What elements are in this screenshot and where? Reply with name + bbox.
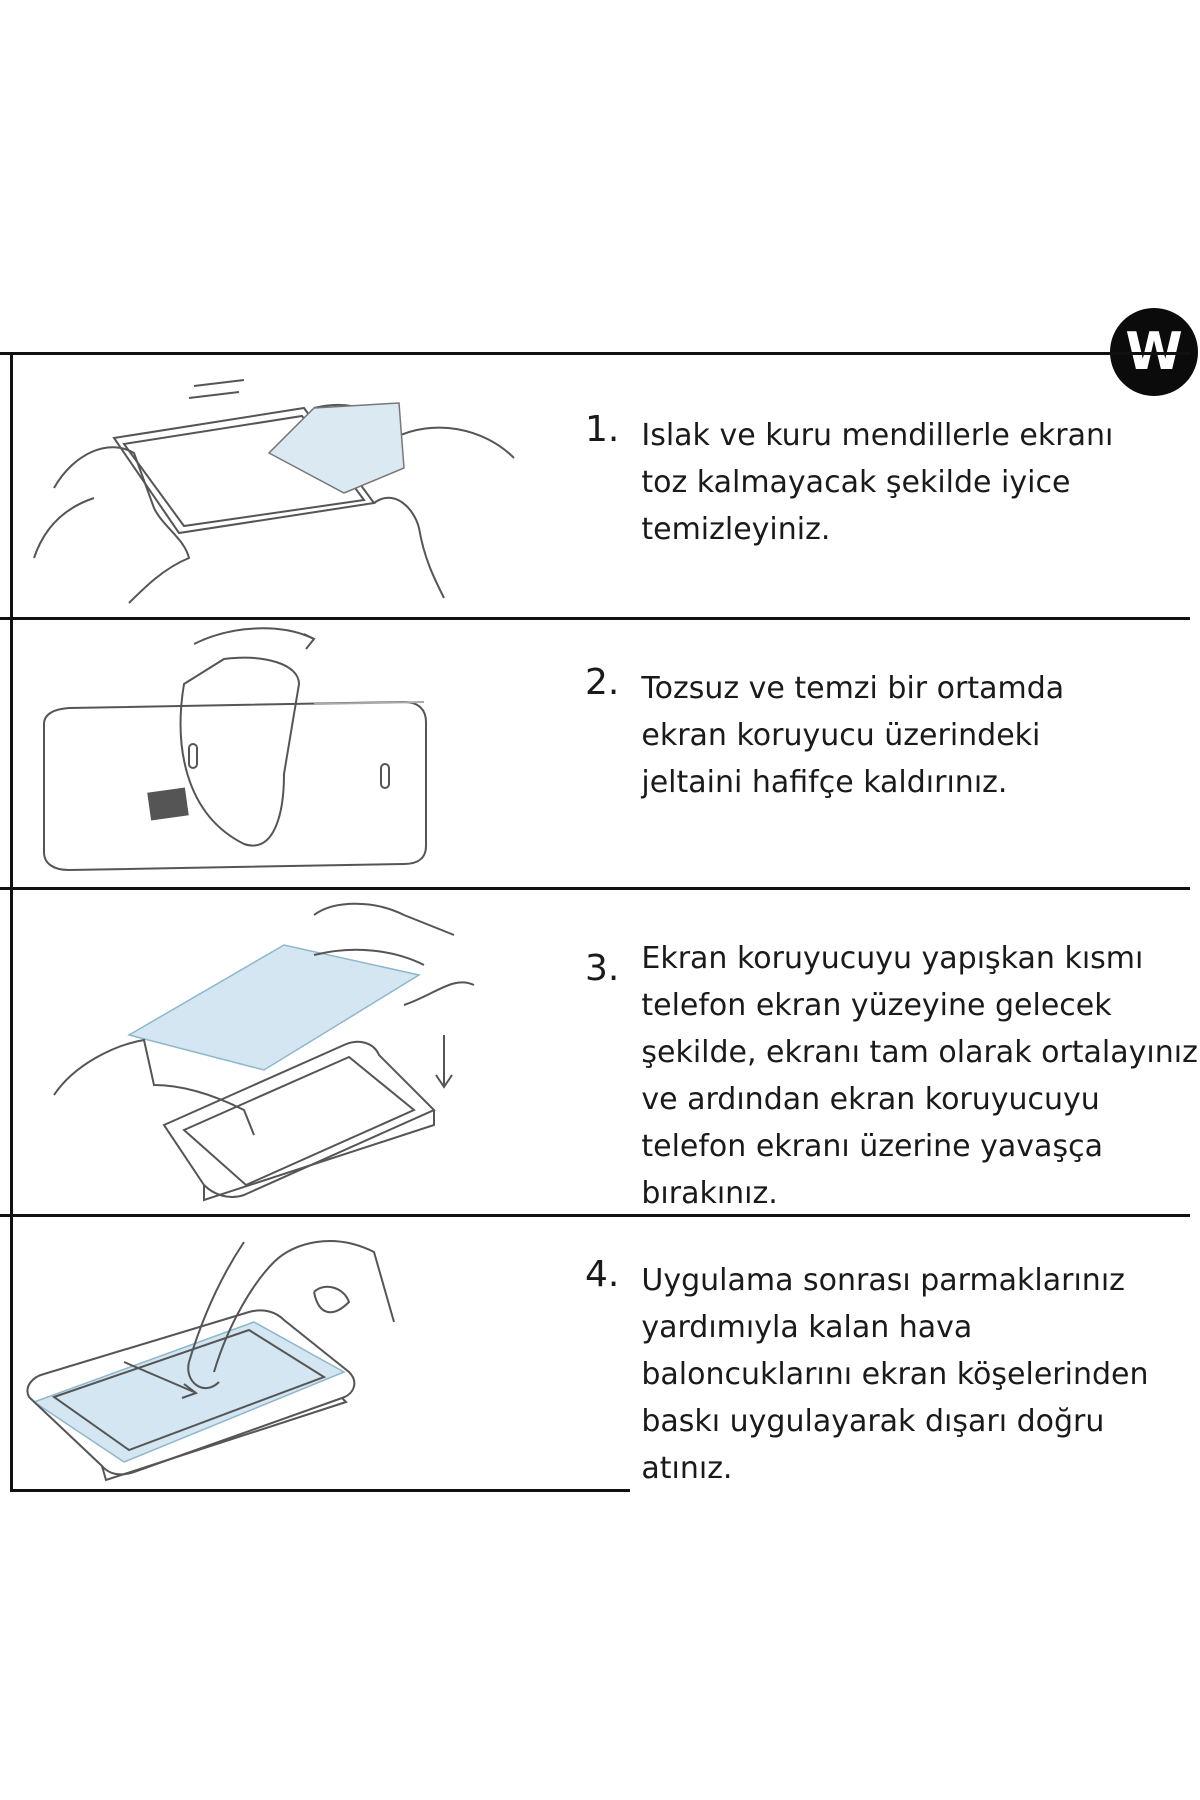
step-1-text bbox=[641, 412, 1113, 553]
step-4-line-4: baskı uygulayarak dışarı doğru bbox=[641, 1404, 1105, 1439]
step-4-line-3: baloncuklarını ekran köşelerinden bbox=[641, 1357, 1149, 1392]
step-1 bbox=[585, 409, 1114, 553]
step-3-line-3: şekilde, ekranı tam olarak ortalayınız bbox=[641, 1035, 1198, 1070]
step-2-line-3: jeltaini hafifçe kaldırınız. bbox=[641, 765, 1008, 800]
pressing-sketch bbox=[14, 1222, 534, 1484]
step-1-line-2: toz kalmayacak şekilde iyice bbox=[641, 465, 1071, 500]
left-border bbox=[10, 352, 13, 1492]
step-2 bbox=[585, 662, 1065, 806]
illustration-placing bbox=[14, 895, 574, 1210]
step-3-line-6: bırakınız. bbox=[641, 1176, 778, 1211]
step-4 bbox=[585, 1254, 1149, 1492]
bottom-divider bbox=[10, 1489, 630, 1492]
film-tab bbox=[147, 787, 189, 820]
step-2-line-2: ekran koruyucu üzerindeki bbox=[641, 718, 1041, 753]
placing-sketch bbox=[14, 895, 534, 1210]
step-3-number: 3. bbox=[585, 948, 620, 989]
step-1-line-3: temizleyiniz. bbox=[641, 512, 831, 547]
illustration-cleaning bbox=[14, 358, 574, 613]
brand-logo-letter: W bbox=[1125, 322, 1183, 382]
step-4-line-5: atınız. bbox=[641, 1451, 733, 1486]
step-4-line-1: Uygulama sonrası parmaklarınız bbox=[641, 1263, 1125, 1298]
step-3-line-4: ve ardından ekran koruyucuyu bbox=[641, 1082, 1100, 1117]
step-4-text bbox=[641, 1257, 1148, 1492]
step-2-line-1: Tozsuz ve temzi bir ortamda bbox=[641, 671, 1065, 706]
step-2-number: 2. bbox=[585, 662, 620, 703]
step-4-number: 4. bbox=[585, 1254, 620, 1295]
step-3 bbox=[585, 935, 1198, 1217]
peeling-sketch bbox=[14, 624, 534, 884]
step-3-line-1: Ekran koruyucuyu yapışkan kısmı bbox=[641, 941, 1144, 976]
step-3-line-2: telefon ekran yüzeyine gelecek bbox=[641, 988, 1112, 1023]
step-3-line-5: telefon ekranı üzerine yavaşça bbox=[641, 1129, 1103, 1164]
cleaning-sketch bbox=[14, 358, 534, 613]
step-1-number: 1. bbox=[585, 409, 620, 450]
step-3-text bbox=[641, 935, 1197, 1217]
step-4-line-2: yardımıyla kalan hava bbox=[641, 1310, 973, 1345]
illustration-pressing bbox=[14, 1222, 574, 1484]
step-2-text bbox=[641, 665, 1064, 806]
step-1-line-1: Islak ve kuru mendillerle ekranı bbox=[641, 418, 1114, 453]
illustration-peeling bbox=[14, 624, 574, 884]
